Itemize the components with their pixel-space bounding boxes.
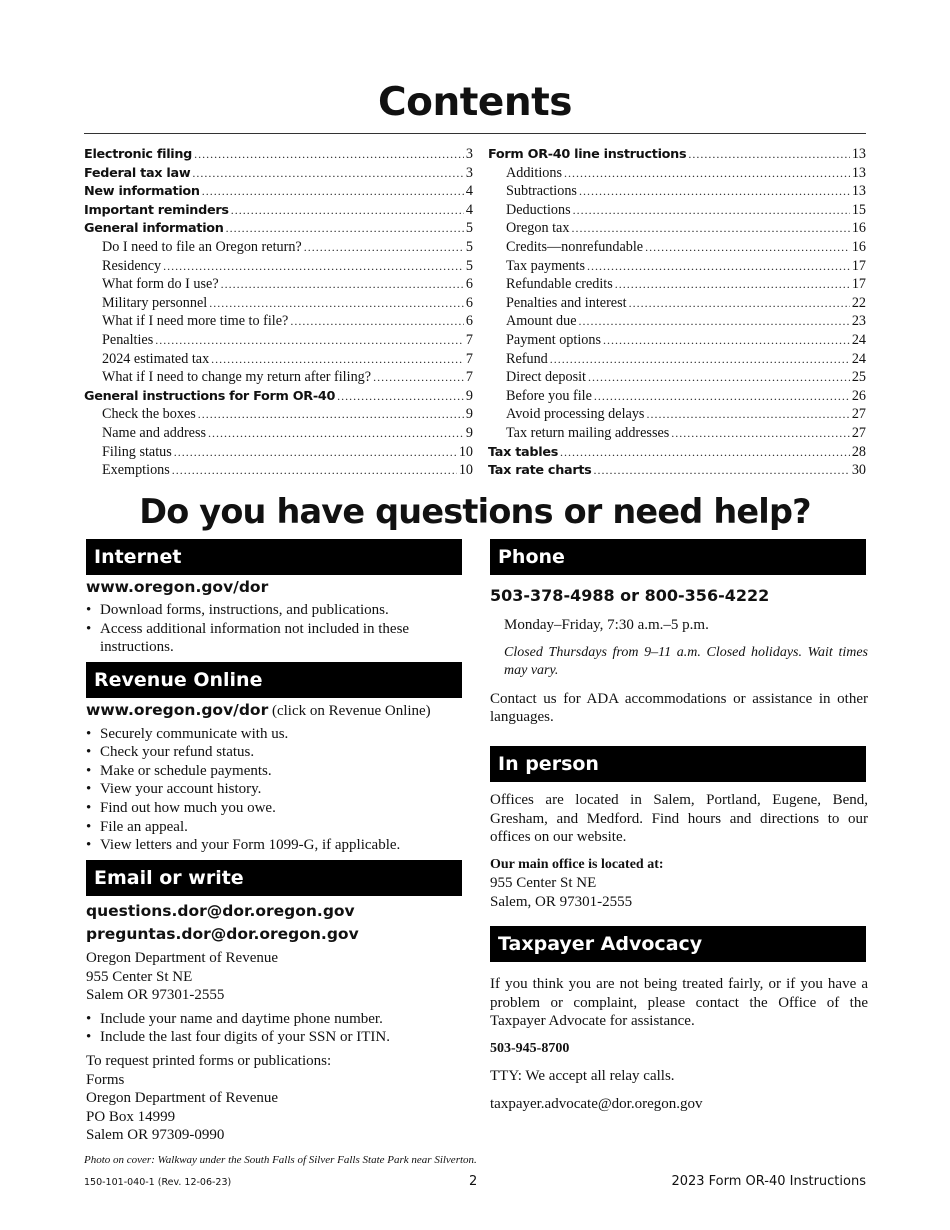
email-preguntas[interactable]: preguntas.dor@dor.oregon.gov xyxy=(86,925,359,943)
toc-entry-label: What form do I use? xyxy=(102,276,219,293)
toc-entry[interactable] xyxy=(488,406,866,425)
toc-entry[interactable] xyxy=(488,202,866,221)
phone-numbers[interactable]: 503-378-4988 or 800-356-4222 xyxy=(490,586,770,605)
toc-entry-page: 13 xyxy=(851,164,866,181)
address-line: Salem OR 97309-0990 xyxy=(86,1127,225,1144)
page-number: 2 xyxy=(469,1174,478,1189)
help-title: Do you have questions or need help? xyxy=(139,492,811,531)
toc-entry-label: Check the boxes xyxy=(102,406,196,423)
toc-leader-dots xyxy=(615,277,850,292)
toc-entry-page: 23 xyxy=(851,313,866,330)
toc-leader-dots xyxy=(226,221,464,236)
toc-entry-label: General information xyxy=(84,221,224,237)
toc-leader-dots xyxy=(594,463,850,478)
toc-entry-page: 28 xyxy=(851,443,866,460)
toc-entry[interactable] xyxy=(84,388,473,407)
toc-entry[interactable] xyxy=(488,258,866,277)
advocacy-tty: TTY: We accept all relay calls. xyxy=(490,1068,675,1085)
toc-entry[interactable] xyxy=(84,444,473,463)
toc-entry-label: Direct deposit xyxy=(506,369,586,386)
toc-entry-page: 3 xyxy=(465,164,473,181)
toc-entry-page: 16 xyxy=(851,238,866,255)
toc-entry-page: 6 xyxy=(465,294,473,311)
toc-entry[interactable] xyxy=(84,406,473,425)
toc-entry-label: Subtractions xyxy=(506,183,577,200)
phone-section xyxy=(490,586,868,727)
forms-address xyxy=(86,1071,464,1145)
toc-entry[interactable] xyxy=(488,351,866,370)
toc-entry-page: 3 xyxy=(465,146,473,162)
toc-entry-label: 2024 estimated tax xyxy=(102,350,210,367)
revenue-online-url[interactable]: www.oregon.gov/dor xyxy=(86,701,269,719)
bullet-item: • Include your name and daytime phone number. xyxy=(86,1010,464,1029)
toc-entry-label: New information xyxy=(84,184,200,200)
revenue-online-bullets xyxy=(86,725,464,855)
toc-leader-dots xyxy=(198,407,464,422)
toc-leader-dots xyxy=(155,333,464,348)
toc-entry-page: 9 xyxy=(465,424,473,441)
bullet-item: • View your account history. xyxy=(86,780,464,799)
email-questions[interactable]: questions.dor@dor.oregon.gov xyxy=(86,902,355,920)
toc-leader-dots xyxy=(221,277,464,292)
in-person-heading: In person xyxy=(490,746,866,782)
toc-entry-page: 6 xyxy=(465,276,473,293)
in-person-section xyxy=(490,791,868,912)
toc-entry-page: 30 xyxy=(851,462,866,479)
toc-entry-page: 9 xyxy=(465,406,473,423)
phone-closed-note: Closed Thursdays from 9–11 a.m. Closed holidays. Wait times may vary. xyxy=(504,644,868,679)
toc-entry-page: 17 xyxy=(851,257,866,274)
toc-entry-page: 22 xyxy=(851,294,866,311)
toc-entry-label: Form OR-40 line instructions xyxy=(488,147,687,162)
internet-bullets xyxy=(86,601,464,657)
toc-entry[interactable] xyxy=(488,220,866,239)
toc-left-column xyxy=(84,146,473,481)
toc-entry[interactable] xyxy=(84,220,473,239)
bullet-item: • Find out how much you owe. xyxy=(86,799,464,818)
toc-entry[interactable] xyxy=(84,462,473,481)
taxpayer-advocacy-section xyxy=(490,975,868,1114)
toc-entry[interactable] xyxy=(488,332,866,351)
toc-entry-page: 7 xyxy=(465,369,473,386)
in-person-text: Offices are located in Salem, Portland, Eugene, Bend, Gresham, and Medford. Find hours and directions to our offices on our website. xyxy=(490,792,868,846)
toc-entry[interactable] xyxy=(488,462,866,481)
email-bullets xyxy=(86,1010,464,1047)
toc-entry[interactable] xyxy=(488,369,866,388)
toc-entry-label: Credits—nonrefundable xyxy=(506,238,644,255)
toc-leader-dots xyxy=(579,314,850,329)
internet-heading: Internet xyxy=(86,539,462,575)
toc-leader-dots xyxy=(671,426,850,441)
toc-entry[interactable] xyxy=(84,295,473,314)
toc-leader-dots xyxy=(594,389,850,404)
address-line: Forms xyxy=(86,1071,125,1088)
address-line: Salem OR 97301-2555 xyxy=(86,987,225,1004)
toc-leader-dots xyxy=(172,463,457,478)
toc-entry-page: 27 xyxy=(851,424,866,441)
toc-entry-label: Residency xyxy=(102,257,162,274)
toc-leader-dots xyxy=(688,147,850,162)
footer xyxy=(84,1174,866,1192)
toc-entry[interactable] xyxy=(84,351,473,370)
internet-url[interactable]: www.oregon.gov/dor xyxy=(86,578,269,596)
toc-entry-page: 7 xyxy=(465,350,473,367)
toc-leader-dots xyxy=(560,445,850,460)
bullet-item: • Make or schedule payments. xyxy=(86,762,464,781)
toc-leader-dots xyxy=(208,426,464,441)
email-section xyxy=(86,900,464,1145)
toc-entry[interactable] xyxy=(488,295,866,314)
toc-entry-page: 10 xyxy=(458,443,473,460)
toc-entry-label: Federal tax law xyxy=(84,165,191,181)
toc-entry-label: Filing status xyxy=(102,443,172,460)
toc-leader-dots xyxy=(194,147,464,162)
toc-entry[interactable] xyxy=(84,313,473,332)
toc-leader-dots xyxy=(645,240,850,255)
toc-entry[interactable] xyxy=(488,276,866,295)
toc-entry-page: 5 xyxy=(465,238,473,255)
toc-entry-page: 13 xyxy=(851,183,866,200)
toc-entry[interactable] xyxy=(84,165,473,184)
toc-entry[interactable] xyxy=(488,425,866,444)
bullet-item: • View letters and your Form 1099-G, if applicable. xyxy=(86,836,464,855)
toc-entry-page: 5 xyxy=(465,220,473,237)
bullet-item: • Download forms, instructions, and publications. xyxy=(86,601,464,620)
toc-entry[interactable] xyxy=(84,183,473,202)
advocacy-phone[interactable]: 503-945-8700 xyxy=(490,1040,570,1056)
toc-entry-label: Tax payments xyxy=(506,257,585,274)
toc-entry-page: 17 xyxy=(851,276,866,293)
toc-entry-page: 13 xyxy=(851,146,866,162)
bullet-item: • Include the last four digits of your SSN or ITIN. xyxy=(86,1028,464,1047)
toc-entry-label: Amount due xyxy=(506,313,577,330)
toc-entry-label: Tax rate charts xyxy=(488,463,592,479)
toc-entry-label: Tax return mailing addresses xyxy=(506,424,670,441)
toc-entry-page: 4 xyxy=(465,201,473,218)
toc-entry[interactable] xyxy=(84,258,473,277)
toc-leader-dots xyxy=(174,445,457,460)
toc-leader-dots xyxy=(603,333,850,348)
toc-entry-page: 24 xyxy=(851,331,866,348)
address-line: Oregon Department of Revenue xyxy=(86,950,279,966)
toc-entry[interactable] xyxy=(488,183,866,202)
toc-entry-page: 7 xyxy=(465,331,473,348)
toc-entry[interactable] xyxy=(488,146,866,165)
address-line: Salem, OR 97301-2555 xyxy=(490,893,633,910)
phone-hours: Monday–Friday, 7:30 a.m.–5 p.m. xyxy=(504,617,709,633)
toc-entry[interactable] xyxy=(84,332,473,351)
toc-leader-dots xyxy=(211,352,464,367)
form-number: 150-101-040-1 (Rev. 12-06-23) xyxy=(84,1177,232,1188)
document-name: 2023 Form OR-40 Instructions xyxy=(671,1174,866,1189)
advocacy-email[interactable]: taxpayer.advocate@dor.oregon.gov xyxy=(490,1095,703,1112)
toc-leader-dots xyxy=(209,296,464,311)
toc-leader-dots xyxy=(629,296,850,311)
toc-entry-label: Refundable credits xyxy=(506,276,613,293)
address-line: 955 Center St NE xyxy=(490,875,597,892)
toc-entry[interactable] xyxy=(84,146,473,165)
toc-leader-dots xyxy=(571,221,849,236)
bullet-item: • Check your refund status. xyxy=(86,743,464,762)
toc-leader-dots xyxy=(231,203,464,218)
toc-entry-label: Refund xyxy=(506,350,548,367)
main-office-label: Our main office is located at: xyxy=(490,856,664,872)
toc-entry[interactable] xyxy=(84,202,473,221)
toc-leader-dots xyxy=(588,370,850,385)
toc-entry-label: Do I need to file an Oregon return? xyxy=(102,238,302,255)
toc-leader-dots xyxy=(373,370,464,385)
revenue-online-url-note: (click on Revenue Online) xyxy=(271,703,431,719)
bullet-item: • Access additional information not included in these instructions. xyxy=(86,620,464,657)
toc-entry-page: 16 xyxy=(851,220,866,237)
toc-leader-dots xyxy=(163,259,464,274)
address-line: 955 Center St NE xyxy=(86,968,193,985)
internet-section xyxy=(86,577,464,657)
toc-entry-label: Additions xyxy=(506,164,562,181)
toc-entry-label: What if I need to change my return after filing? xyxy=(102,369,372,386)
main-office-address xyxy=(490,874,868,911)
toc-entry[interactable] xyxy=(84,369,473,388)
toc-entry-label: Military personnel xyxy=(102,294,208,311)
toc-leader-dots xyxy=(290,314,464,329)
bullet-item: • File an appeal. xyxy=(86,818,464,837)
toc-entry-page: 24 xyxy=(851,350,866,367)
toc-entry[interactable] xyxy=(488,165,866,184)
toc-entry-label: Avoid processing delays xyxy=(506,406,645,423)
toc-leader-dots xyxy=(587,259,850,274)
toc-entry[interactable] xyxy=(488,444,866,463)
toc-entry-label: Tax tables xyxy=(488,444,559,460)
toc-entry-page: 25 xyxy=(851,369,866,386)
email-heading: Email or write xyxy=(86,860,462,896)
toc-entry[interactable] xyxy=(84,276,473,295)
toc-entry-label: Name and address xyxy=(102,424,207,441)
toc-entry-label: General instructions for Form OR-40 xyxy=(84,388,336,404)
bullet-item: • Securely communicate with us. xyxy=(86,725,464,744)
toc-entry[interactable] xyxy=(488,239,866,258)
toc-entry-label: What if I need more time to file? xyxy=(102,313,289,330)
toc-entry[interactable] xyxy=(84,239,473,258)
toc-entry[interactable] xyxy=(488,313,866,332)
toc-leader-dots xyxy=(202,184,464,199)
toc-entry-label: Electronic filing xyxy=(84,147,193,162)
photo-note: Photo on cover: Walkway under the South Falls of Silver Falls State Park near Silverton. xyxy=(84,1154,477,1166)
revenue-online-heading: Revenue Online xyxy=(86,662,462,698)
toc-entry-label: Before you file xyxy=(506,387,592,404)
page xyxy=(84,0,866,1230)
toc-entry-page: 6 xyxy=(465,313,473,330)
toc-entry-label: Deductions xyxy=(506,201,571,218)
phone-heading: Phone xyxy=(490,539,866,575)
mailing-address xyxy=(86,949,464,1005)
toc-leader-dots xyxy=(646,407,849,422)
toc-leader-dots xyxy=(192,166,464,181)
toc-leader-dots xyxy=(564,166,850,181)
address-line: PO Box 14999 xyxy=(86,1108,176,1125)
toc-entry-page: 5 xyxy=(465,257,473,274)
revenue-online-section xyxy=(86,700,464,855)
toc-leader-dots xyxy=(337,389,464,404)
toc-right-column xyxy=(488,146,866,481)
title-rule xyxy=(84,133,866,134)
phone-ada-note: Contact us for ADA accommodations or assistance in other languages. xyxy=(490,690,868,726)
toc-entry-label: Important reminders xyxy=(84,202,229,218)
toc-entry-page: 10 xyxy=(458,462,473,479)
toc-leader-dots xyxy=(304,240,464,255)
toc-entry-label: Oregon tax xyxy=(506,220,570,237)
taxpayer-advocacy-heading: Taxpayer Advocacy xyxy=(490,926,866,962)
advocacy-text: If you think you are not being treated fairly, or if you have a problem or complaint, please contact the Office of the Taxpayer Advocate for assistance. xyxy=(490,976,868,1030)
toc-entry-page: 9 xyxy=(465,387,473,404)
toc-entry-page: 15 xyxy=(851,201,866,218)
toc-entry-label: Penalties xyxy=(102,331,154,348)
contents-title: Contents xyxy=(378,80,572,125)
toc-entry-page: 26 xyxy=(851,387,866,404)
toc-entry-page: 4 xyxy=(465,183,473,200)
toc-entry-label: Exemptions xyxy=(102,462,170,479)
toc-leader-dots xyxy=(579,184,850,199)
toc-leader-dots xyxy=(550,352,850,367)
toc-leader-dots xyxy=(573,203,850,218)
toc-entry-label: Payment options xyxy=(506,331,601,348)
toc-entry-label: Penalties and interest xyxy=(506,294,627,311)
forms-intro: To request printed forms or publications: xyxy=(86,1052,332,1069)
address-line: Oregon Department of Revenue xyxy=(86,1090,279,1107)
toc-entry[interactable] xyxy=(84,425,473,444)
toc-entry-page: 27 xyxy=(851,406,866,423)
toc-entry[interactable] xyxy=(488,388,866,407)
